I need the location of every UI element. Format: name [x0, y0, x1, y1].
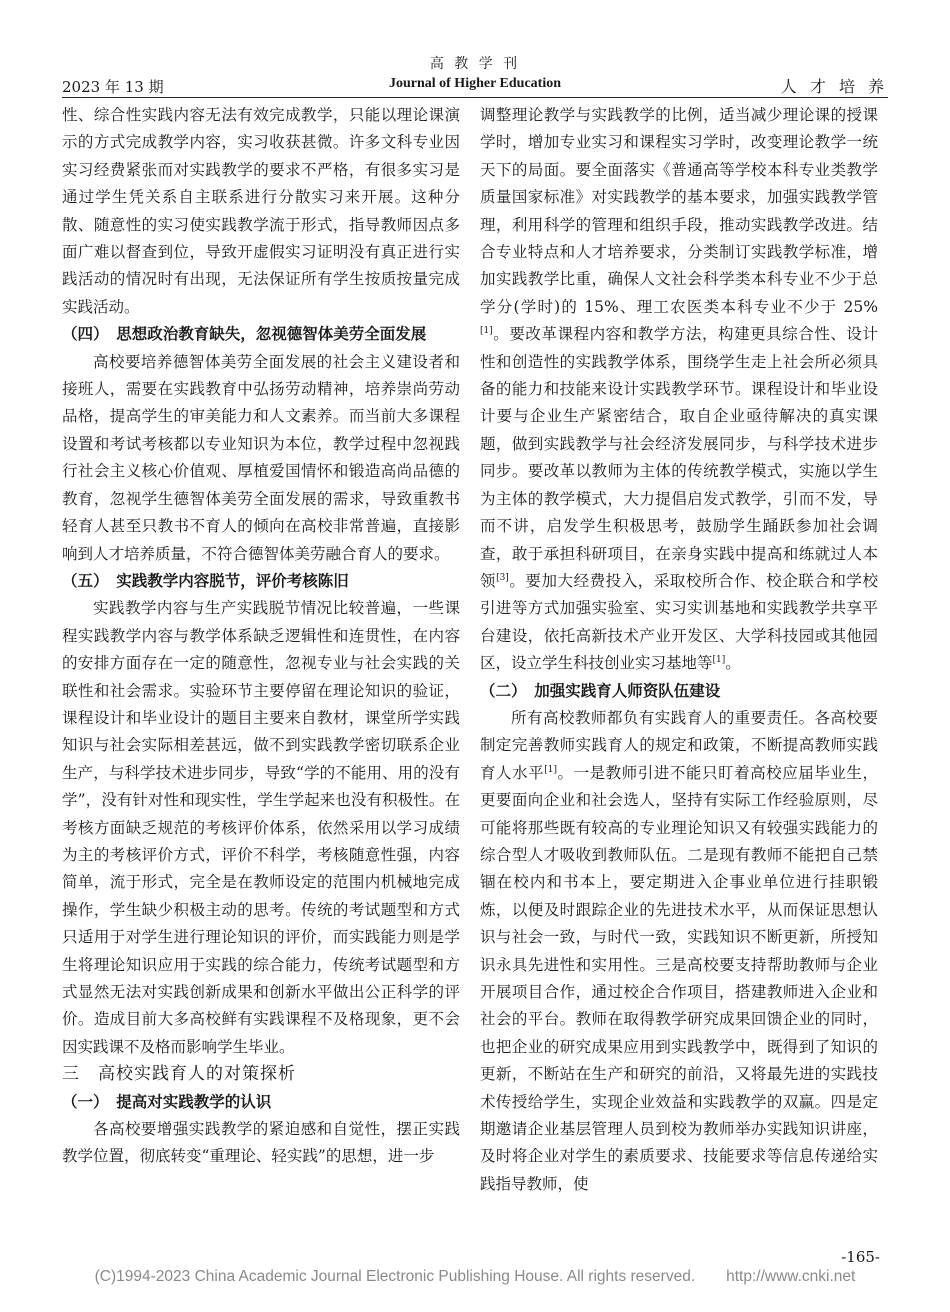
journal-title-en: Journal of Higher Education [388, 76, 562, 91]
citation: [3] [496, 572, 509, 583]
issue-label: 2023 年 13 期 [62, 78, 164, 96]
subsection-heading-4: （四） 思想政治教育缺失，忽视德智体美劳全面发展 [62, 325, 427, 344]
header-divider [62, 97, 888, 98]
subsection-heading-1: （一） 提高对实践教学的认识 [62, 1092, 272, 1111]
citation: [1] [544, 764, 557, 775]
paragraph: 实践教学内容与生产实践脱节情况比较普遍，一些课程实践教学内容与教学体系缺乏逻辑性和连贯性，在内容的安排方面存在一定的随意性，忽视专业与社会实践的关联性和社会需求。实验环节主要停留在理论知识的验证，课程设计和毕业设计的题目主要来自教材，课堂所学实践知识与社会实际相差甚远，做不到实践教学密切联系企业生产，与科学技术进步同步，导致“学的不能用、用的没有学”，没有针对性和现实性，学生学起来也没有积极性。在考核方面缺乏规范的考核评价体系，依然采用以学习成绩为主的考核评价方式，评价不科学，考核随意性强，内容简单，流于形式，完全是在教师设定的范围内机械地完成操作，学生缺少积极主动的思考。传统的考试题型和方式只适用于对学生进行理论知识的评价，而实践能力则是学生将理论知识应用于实践的综合能力，传统考试题型和方式显然无法对实践创新成果和创新水平做出公正科学的评价。造成目前大多高校鲜有实践课程不及格现象，更不会因实践课不及格而影响学生毕业。 [62, 599, 460, 1056]
text-run: 所有高校教师都负有实践育人的重要责任。各高校要制定完善教师实践育人的规定和政策，不断提高教师实践育人水平 [480, 708, 878, 782]
text-run: 。要改革课程内容和教学方法，构建更具综合性、设计性和创造性的实践教学体系，围绕学生走上社会所必须具备的能力和技能来设计实践教学环节。课程设计和毕业设计要与企业生产紧密结合，取自企业亟待解决的真实课题，做到实践教学与社会经济发展同步，与科学技术进步同步。要改革以教师为主体的传统教学模式，实施以学生为主体的教学模式，大力提倡启发式教学，引而不发，导而不讲，启发学生积极思考，鼓励学生踊跃参加社会调查，敢于承担科研项目，在亲身实践中提高和练就过人本领 [480, 325, 878, 590]
citation: [1] [712, 654, 726, 665]
text-run: 。 [725, 654, 741, 673]
page-header [62, 54, 888, 96]
section-label: 人 才 培 养 [780, 77, 888, 96]
journal-title-cn: 高 教 学 刊 [429, 56, 521, 72]
paragraph: 各高校要增强实践教学的紧迫感和自觉性，摆正实践教学位置，彻底转变“重理论、轻实践”的思想，进一步 [62, 1120, 460, 1166]
section-heading-3: 三 高校实践育人的对策探析 [62, 1064, 296, 1085]
paragraph: 性、综合性实践内容无法有效完成教学，只能以理论课演示的方式完成教学内容，实习收获甚微。许多文科专业因实习经费紧张而对实践教学的要求不严格，有很多实习是通过学生凭关系自主联系进行分散实习来开展。这种分散、随意性的实习使实践教学流于形式，指导教师因点多面广难以督查到位，导致开虚假实习证明没有真正进行实践活动的情况时有出现，无法保证所有学生按质按量完成实践活动。 [62, 106, 460, 316]
citation: [1] [480, 326, 493, 337]
paragraph: 高校要培养德智体美劳全面发展的社会主义建设者和接班人，需要在实践教育中弘扬劳动精神，培养崇尚劳动品格，提高学生的审美能力和人文素养。而当前大多课程设置和考试考核都以专业知识为本位，教学过程中忽视践行社会主义核心价值观、厚植爱国情怀和锻造高尚品德的教育，忽视学生德智体美劳全面发展的需求，导致重教书轻育人甚至只教书不育人的倾向在高校非常普遍，直接影响到人才培养质量，不符合德智体美劳融合育人的要求。 [62, 352, 460, 563]
text-run: 。要加大经费投入，采取校所合作、校企联合和学校引进等方式加强实验室、实习实训基地和实践教学共享平台建设，依托高新技术产业开发区、大学科技园或其他园区，设立学生科技创业实习基地等 [480, 571, 878, 673]
copyright-footer: (C)1994-2023 China Academic Journal Electronic Publishing House. All rights reserved. http://www.cnki.net [94, 1268, 856, 1285]
journal-title [62, 54, 888, 94]
left-column [62, 102, 460, 1171]
paragraph [480, 705, 878, 1198]
right-column [480, 102, 878, 1198]
paragraph [480, 102, 878, 678]
subsection-heading-5: （五） 实践教学内容脱节，评价考核陈旧 [62, 571, 349, 590]
text-run: 调整理论教学与实践教学的比例，适当减少理论课的授课学时，增加专业实习和课程实习学时，改变理论教学一统天下的局面。要全面落实《普通高等学校本科专业类教学质量国家标准》对实践教学的基本要求，加强实践教学管理，利用科学的管理和组织手段，推动实践教学改进。结合专业特点和人才培养要求，分类制订实践教学标准，增加实践教学比重，确保人文社会科学类本科专业不少于总学分(学时)的 15%、理工农医类本科专业不少于 25% [480, 106, 878, 316]
subsection-heading-2: （二） 加强实践育人师资队伍建设 [480, 681, 721, 700]
page-number: -165- [841, 1248, 880, 1266]
text-run: 。一是教师引进不能只盯着高校应届毕业生，更要面向企业和社会选人，坚持有实际工作经验原则，尽可能将那些既有较高的专业理论知识又有较强实践能力的综合型人才吸收到教师队伍。二是现有教师不能把自己禁锢在校内和书本上，要定期进入企事业单位进行挂职锻炼，以便及时跟踪企业的先进技术水平，从而保证思想认识与社会一致，与时代一致，实践知识不断更新，所授知识永具先进性和实用性。三是高校要支持帮助教师与企业开展项目合作，通过校企合作项目，搭建教师进入企业和社会的平台。教师在取得教学研究成果回馈企业的同时，也把企业的研究成果应用到实践教学中，既得到了知识的更新，不断站在生产和研究的前沿，又将最先进的实践技术传授给学生，实现企业效益和实践教学的双赢。四是定期邀请企业基层管理人员到校为教师举办实践知识讲座，及时将企业对学生的素质要求、技能要求等信息传递给实践指导教师，使 [480, 763, 878, 1193]
